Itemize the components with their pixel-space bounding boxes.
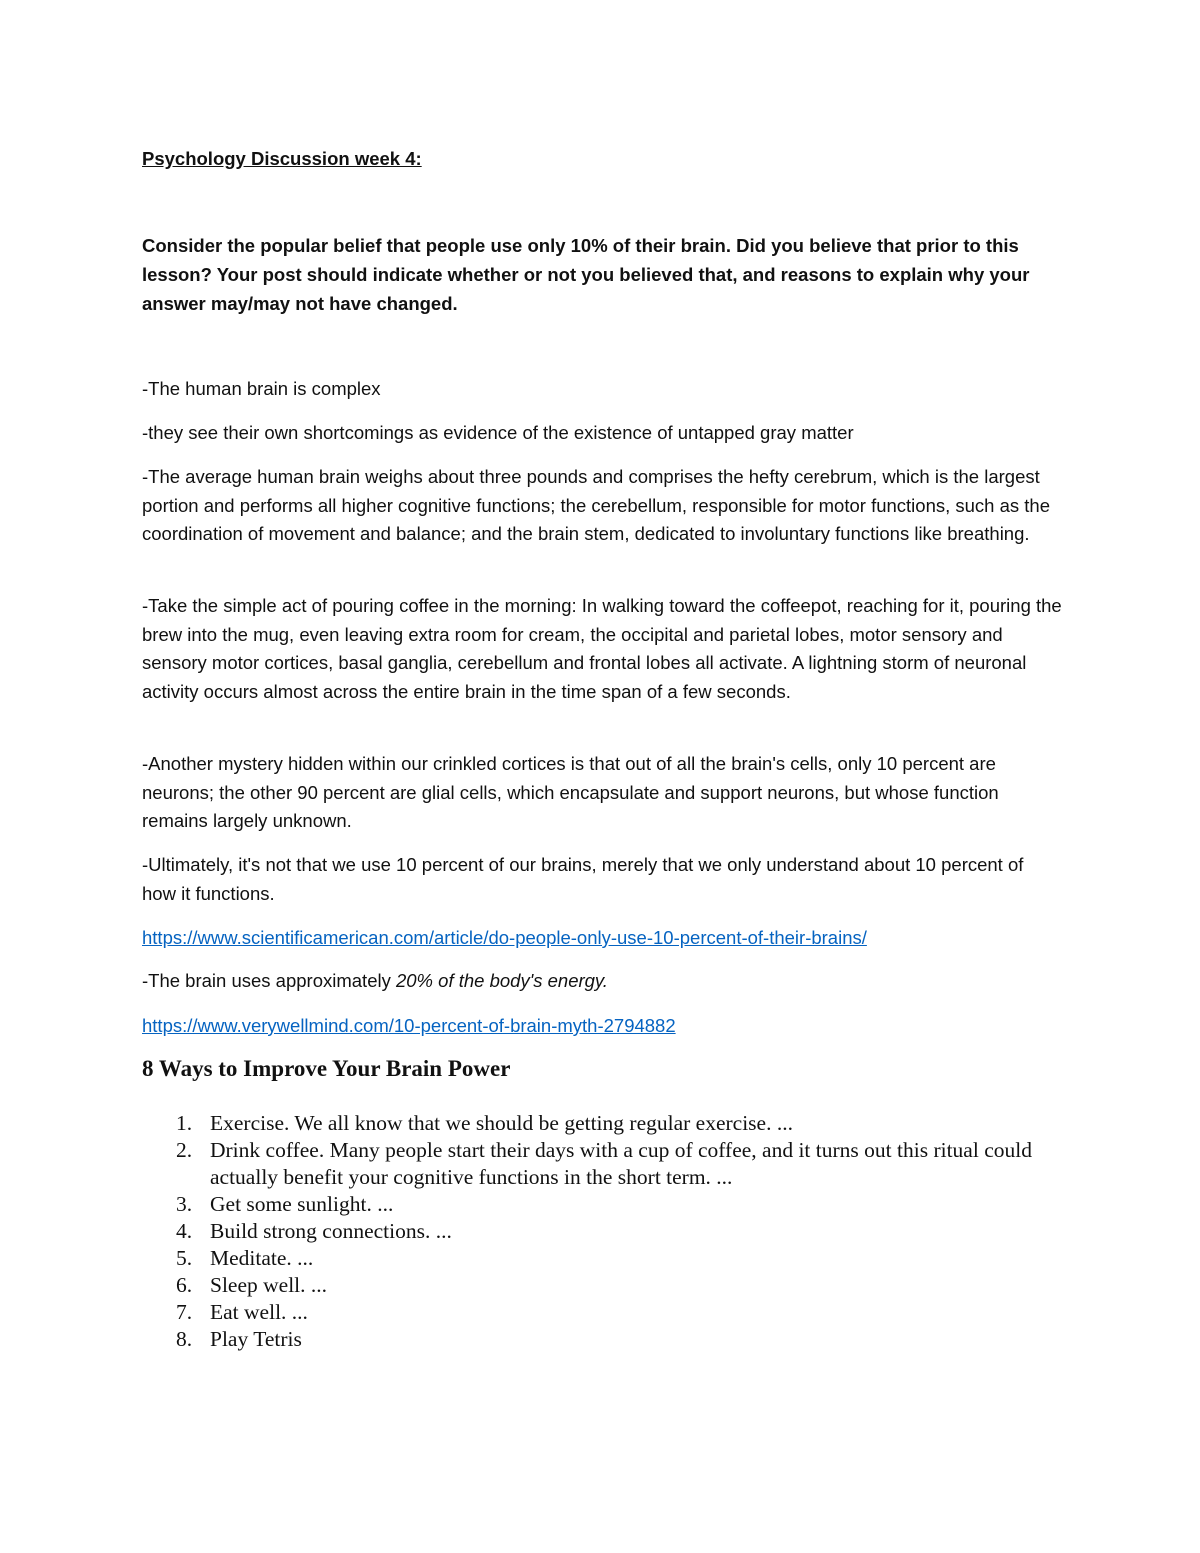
list-item: 6. Sleep well. ... bbox=[176, 1273, 328, 1297]
note-energy bbox=[142, 967, 1062, 996]
note-brain-complex: -The human brain is complex bbox=[142, 378, 381, 399]
list-item: 2. Drink coffee. Many people start their days with a cup of coffee, and it turns out this ritual could actually benefit your cognitive functions in the short term. ... bbox=[176, 1138, 1032, 1189]
list-item: 7. Eat well. ... bbox=[176, 1300, 308, 1324]
link-verywellmind-line bbox=[142, 1012, 1062, 1041]
note-understanding: -Ultimately, it's not that we use 10 percent of our brains, merely that we only understand about 10 percent of how it functions. bbox=[142, 854, 1024, 904]
brain-power-list bbox=[142, 1110, 1082, 1353]
link-verywellmind[interactable]: https://www.verywellmind.com/10-percent-of-brain-myth-2794882 bbox=[142, 1015, 676, 1036]
energy-note-emphasis: 20% of the body's energy. bbox=[395, 970, 608, 991]
link-scientific-american[interactable]: https://www.scientificamerican.com/article/do-people-only-use-10-percent-of-their-brains/ bbox=[142, 927, 867, 948]
note-shortcomings: -they see their own shortcomings as evidence of the existence of untapped gray matter bbox=[142, 422, 854, 443]
list-item: 8. Play Tetris bbox=[176, 1327, 302, 1351]
list-item: 5. Meditate. ... bbox=[176, 1246, 314, 1270]
note-coffee-example: -Take the simple act of pouring coffee in the morning: In walking toward the coffeepot, reaching for it, pouring the brew into the mug, even leaving extra room for cream, the occipital and parietal lobes, motor sensory and sensory motor cortices, basal ganglia, cerebellum and frontal lobes all activate. A lightning storm of neuronal activity occurs almost across the entire brain in the time span of a few seconds. bbox=[142, 595, 1062, 702]
document-title: Psychology Discussion week 4: bbox=[142, 148, 422, 169]
list-item: 1. Exercise. We all know that we should be getting regular exercise. ... bbox=[176, 1111, 793, 1135]
energy-note-text: -The brain uses approximately bbox=[142, 970, 396, 991]
list-item: 4. Build strong connections. ... bbox=[176, 1219, 452, 1243]
section-heading: 8 Ways to Improve Your Brain Power bbox=[142, 1056, 511, 1081]
link-scientific-american-line bbox=[142, 924, 1062, 953]
note-glial-cells: -Another mystery hidden within our crinkled cortices is that out of all the brain's cells, only 10 percent are neurons; the other 90 percent are glial cells, which encapsulate and support neurons, but whose function remains largely unknown. bbox=[142, 753, 999, 831]
note-brain-anatomy: -The average human brain weighs about three pounds and comprises the hefty cerebrum, which is the largest portion and performs all higher cognitive functions; the cerebellum, responsible for motor functions, such as the coordination of movement and balance; and the brain stem, dedicated to involuntary functions like breathing. bbox=[142, 466, 1051, 544]
discussion-prompt: Consider the popular belief that people use only 10% of their brain. Did you believe that prior to this lesson? Your post should indicate whether or not you believed that, and reasons to explain why your answer may/may not have changed. bbox=[142, 235, 1030, 314]
list-item: 3. Get some sunlight. ... bbox=[176, 1192, 394, 1216]
